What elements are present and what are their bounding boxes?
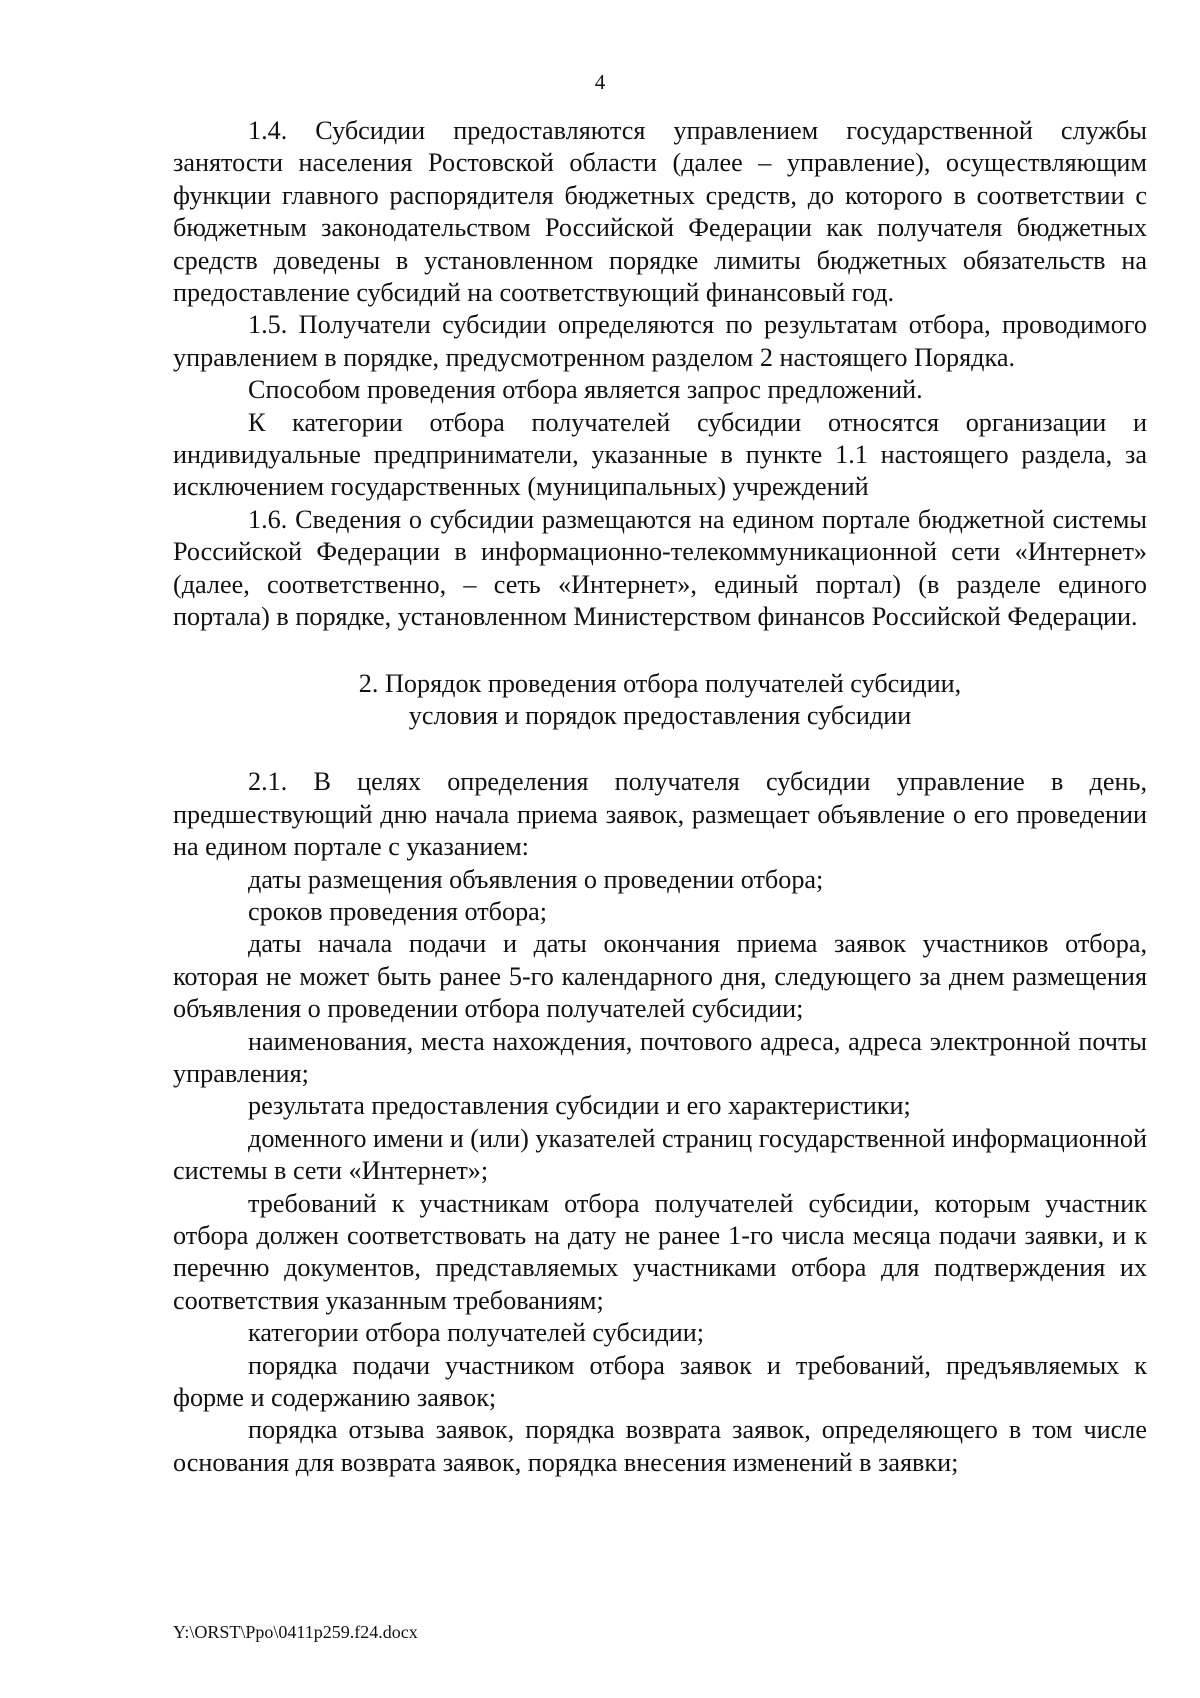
- list-item: порядка подачи участником отбора заявок и требований, предъявляемых к форме и содержанию заявок;: [173, 1350, 1147, 1413]
- list-item: категории отбора получателей субсидии;: [248, 1318, 705, 1348]
- page-number: 4: [594, 70, 606, 94]
- list-item: требований к участникам отбора получателей субсидии, которым участник отбора должен соответствовать на дату не ранее 1-го числа месяца подачи заявки, и к перечню документов, представляемых участниками отбора для подтверждения их соответствия указанным требованиям;: [173, 1188, 1147, 1315]
- paragraph-2-1: 2.1. В целях определения получателя субсидии управление в день, предшествующий дню начала приема заявок, размещает объявление о его проведении на едином портале с указанием:: [173, 767, 1147, 862]
- section-spacer: [173, 732, 1147, 766]
- section-spacer: [173, 634, 1147, 668]
- list-item: даты начала подачи и даты окончания приема заявок участников отбора, которая не может быть ранее 5-го календарного дня, следующего за днем размещения объявления о проведении отбора получателей субсидии;: [173, 929, 1147, 1024]
- list-item: наименования, места нахождения, почтового адреса, адреса электронной почты управления;: [173, 1026, 1147, 1088]
- list-item: даты размещения объявления о проведении отбора;: [248, 864, 824, 894]
- paragraph-1-5: 1.5. Получатели субсидии определяются по результатам отбора, проводимого управлением в порядке, предусмотренном разделом 2 настоящего Порядка.: [173, 310, 1147, 372]
- section-heading-line-1: 2. Порядок проведения отбора получателей субсидии,: [358, 668, 962, 698]
- list-item: сроков проведения отбора;: [248, 896, 548, 926]
- paragraph-1-6: 1.6. Сведения о субсидии размещаются на едином портале бюджетной системы Российской Федерации в информационно-телекоммуникационной сети «Интернет» (далее, соответственно, – сеть «Интернет», единый портал) (в разделе единого портала) в порядке, установленном Министерством финансов Российской Федерации.: [173, 504, 1147, 632]
- document-body: [173, 115, 1147, 1479]
- paragraph-1-4: 1.4. Субсидии предоставляются управлением государственной службы занятости населения Ростовской области (далее – управление), осуществляющим функции главного распорядителя бюджетных средств, до которого в соответствии с бюджетным законодательством Российской Федерации как получателя бюджетных средств доведены в установленном порядке лимиты бюджетных обязательств на предоставление субсидий на соответствующий финансовый год.: [173, 116, 1147, 308]
- list-item: результата предоставления субсидии и его характеристики;: [248, 1091, 911, 1121]
- paragraph-selection-method: Способом проведения отбора является запрос предложений.: [248, 375, 923, 405]
- footer-file-path: Y:\ORST\Ppo\0411p259.f24.docx: [173, 1622, 418, 1642]
- list-item: порядка отзыва заявок, порядка возврата заявок, определяющего в том числе основания для возврата заявок, порядка внесения изменений в заявки;: [173, 1415, 1147, 1477]
- paragraph-selection-category: К категории отбора получателей субсидии относятся организации и индивидуальные предприниматели, указанные в пункте 1.1 настоящего раздела, за исключением государственных (муниципальных) учреждений: [173, 407, 1147, 502]
- list-item: доменного имени и (или) указателей страниц государственной информационной системы в сети «Интернет»;: [173, 1123, 1147, 1186]
- section-heading-line-2: условия и порядок предоставления субсидии: [408, 700, 912, 730]
